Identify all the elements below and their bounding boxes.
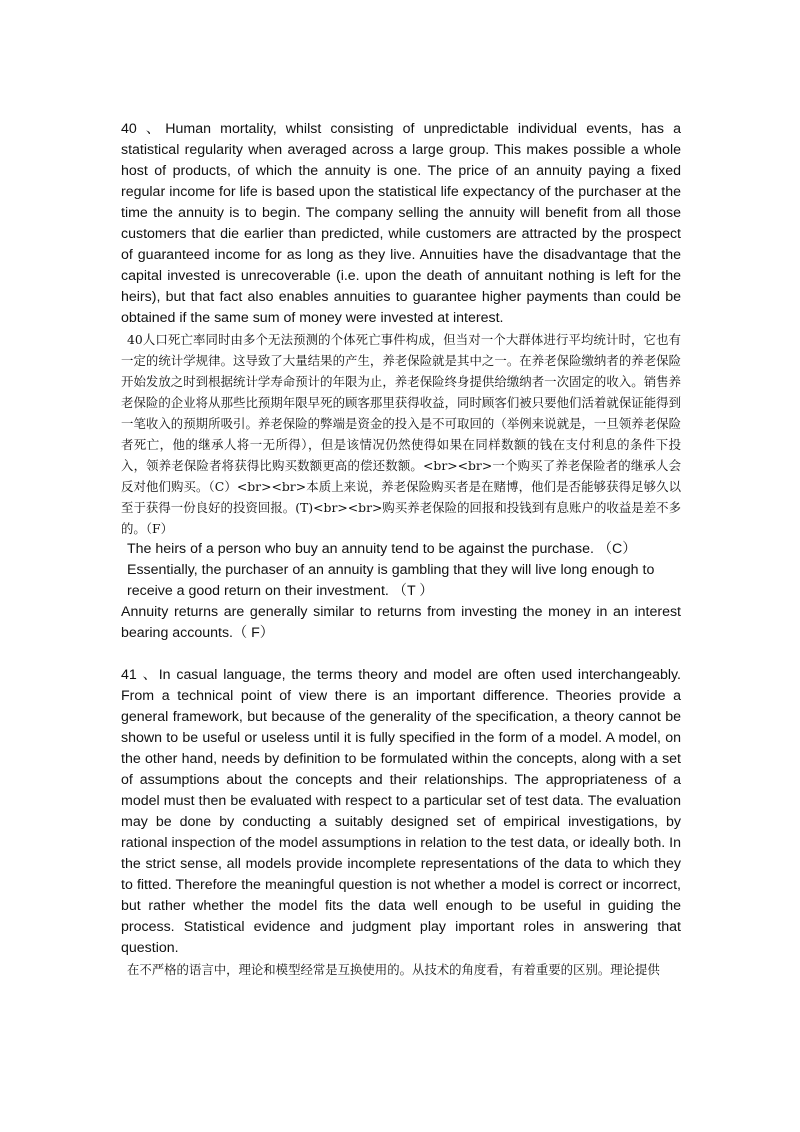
- passage-40-chinese: 40人口死亡率同时由多个无法预测的个体死亡事件构成，但当对一个大群体进行平均统计时，它也有一定的统计学规律。这导致了大量结果的产生，养老保险就是其中之一。在养老保险缴纳者的养老保险开始发放之时到根据统计学寿命预计的年限为止，养老保险终身提供给缴纳者一次固定的收入。销售养老保险的企业将从那些比预期年限早死的顾客那里获得收益，同时顾客们被只要他们活着就保证能得到一笔收入的预期所吸引。养老保险的弊端是资金的投入是不可取回的（举例来说就是，一旦领养老保险者死亡，他的继承人将一无所得），但是该情况仍然使得如果在同样数额的钱在支付利息的条件下投入，领养老保险者将获得比购买数额更高的偿还数额。<br><br>一个购买了养老保险者的继承人会反对他们购买。（C）<br><br>本质上来说，养老保险购买者是在赌博，他们是否能够获得足够久以至于获得一份良好的投资回报。(T)<br><br>购买养老保险的回报和投钱到有息账户的收益是差不多的。（F）: [121, 332, 681, 536]
- section-gap: [121, 644, 681, 665]
- statement-40-1: The heirs of a person who buy an annuity tend to be against the purchase. （C）: [127, 541, 637, 557]
- question-40: [121, 119, 681, 644]
- passage-41-english: 41 、In casual language, the terms theory and model are often used interchangeably. From a technical point of view there is an important difference. Theories provide a general framework, but because of the generality of the specification, a theory cannot be shown to be useful or useless until it is fully specified in the form of a model. A model, on the other hand, needs by definition to be formulated within the concepts, along with a set of assumptions about the concepts and their relationships. The appropriateness of a model must then be evaluated with respect to a particular set of test data. The evaluation may be done by conducting a suitably designed set of empirical investigations, by rational inspection of the model assumptions in relation to the test data, or ideally both. In the strict sense, all models provide incomplete representations of the data to which they to fitted. Therefore the meaningful question is not whether a model is correct or incorrect, but rather whether the model fits the data well enough to be useful in guiding the process. Statistical evidence and judgment play important roles in answering that question.: [121, 667, 681, 956]
- statement-40-3: Annuity returns are generally similar to returns from investing the money in an interest bearing accounts.（ F）: [121, 604, 681, 641]
- statement-40-2: Essentially, the purchaser of an annuity is gambling that they will live long enough to receive a good return on their investment. （T ）: [127, 562, 655, 599]
- document-page: [121, 119, 681, 980]
- passage-41-chinese: 在不严格的语言中，理论和模型经常是互换使用的。从技术的角度看，有着重要的区别。理论提供: [127, 962, 660, 977]
- passage-40-english: 40 、Human mortality, whilst consisting of unpredictable individual events, has a statistical regularity when averaged across a large group. This makes possible a whole host of products, of which the annuity is one. The price of an annuity paying a fixed regular income for life is based upon the statistical life expectancy of the purchaser at the time the annuity is to begin. The company selling the annuity will benefit from all those customers that die earlier than predicted, while customers are attracted by the prospect of guaranteed income for as long as they live. Annuities have the disadvantage that the capital invested is unrecoverable (i.e. upon the death of annuitant nothing is left for the heirs), but that fact also enables annuities to guarantee higher payments than could be obtained if the same sum of money were invested at interest.: [121, 121, 681, 326]
- question-41: [121, 665, 681, 980]
